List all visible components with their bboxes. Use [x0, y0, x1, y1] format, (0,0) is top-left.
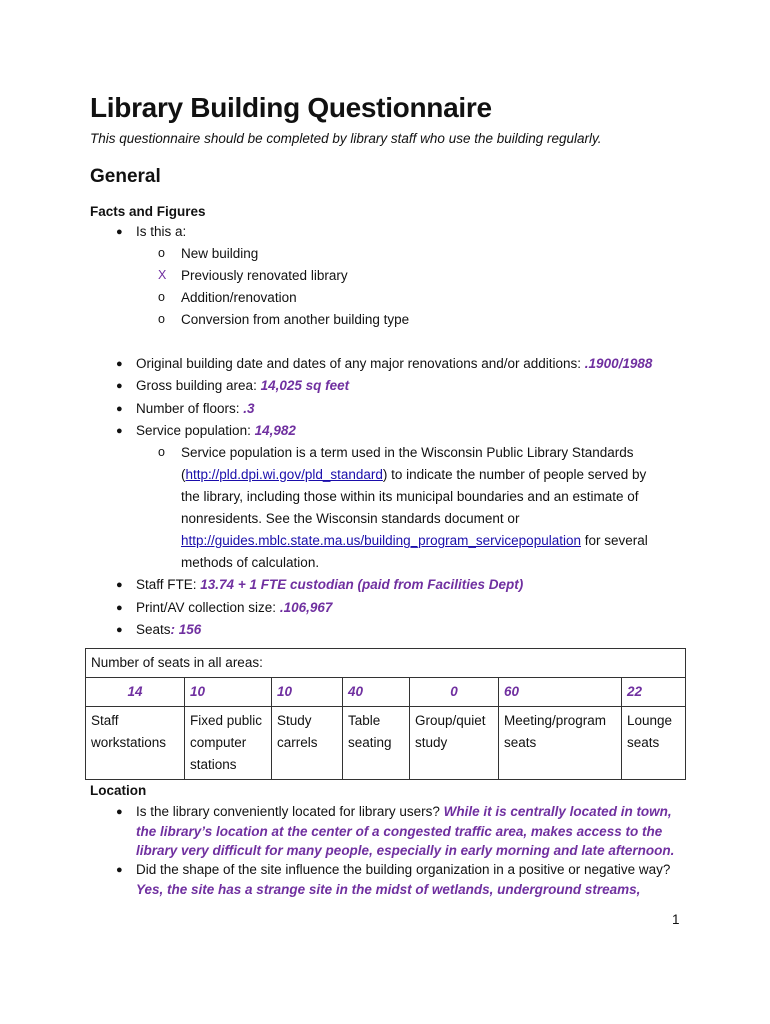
option-new-building: New building	[181, 246, 259, 261]
seats-item	[136, 622, 201, 637]
bullet-icon: ●	[116, 425, 123, 437]
seat-label-group-study	[410, 707, 499, 780]
gross-area-label: Gross building area:	[136, 378, 261, 393]
seat-label-line: Fixed public	[190, 713, 263, 728]
gross-area-answer: 14,025 sq feet	[260, 378, 350, 393]
service-pop-item	[136, 423, 296, 438]
seat-count-computers: 10	[185, 678, 272, 707]
seat-label-line: carrels	[277, 735, 318, 750]
collection-label: Print/AV collection size:	[136, 600, 280, 615]
seat-label-line: Meeting/program	[504, 713, 607, 728]
bullet-icon: ●	[116, 579, 123, 591]
section-heading-general: General	[90, 166, 161, 187]
mblc-guide-link[interactable]: http://guides.mblc.state.ma.us/building_program_servicepopulation	[181, 533, 581, 548]
option-marker: o	[158, 290, 165, 304]
bullet-icon: ●	[116, 380, 123, 392]
floors-item	[136, 401, 255, 416]
seat-label-carrels	[272, 707, 343, 780]
service-note-line1: Service population is a term used in the Wisconsin Public Library Standards	[181, 445, 634, 460]
location-q1-question: Is the library conveniently located for library users?	[136, 804, 444, 819]
seat-count-lounge: 22	[622, 678, 686, 707]
seats-label: Seats	[136, 622, 171, 637]
seat-count-carrels: 10	[272, 678, 343, 707]
table-header-row	[86, 649, 686, 678]
service-note-line6: methods of calculation.	[181, 555, 320, 570]
is-this-a-label: Is this a:	[136, 224, 187, 239]
table-values-row	[86, 678, 686, 707]
seat-label-line: seats	[627, 735, 660, 750]
seat-label-staff	[86, 707, 185, 780]
option-previously-renovated: Previously renovated library	[181, 268, 348, 283]
gross-area-item	[136, 378, 349, 393]
seat-label-computers	[185, 707, 272, 780]
option-marker-checked: X	[158, 268, 167, 282]
location-q2-answer: Yes, the site has a strange site in the midst of wetlands, underground streams,	[136, 881, 641, 897]
seat-label-line: workstations	[91, 735, 167, 750]
bullet-icon: ●	[116, 602, 123, 614]
seat-label-lounge	[622, 707, 686, 780]
service-note-line5-text: for several	[580, 533, 648, 548]
bullet-icon: ●	[116, 403, 123, 415]
seat-count-group-study: 0	[410, 678, 499, 707]
seat-label-line: Table	[348, 713, 381, 728]
subheading-location: Location	[90, 783, 147, 798]
staff-fte-item	[136, 577, 523, 592]
seat-label-line: Staff	[91, 713, 119, 728]
location-q2-question: Did the shape of the site influence the building organization in a positive or negative way?	[136, 862, 671, 877]
staff-fte-answer: 13.74 + 1 FTE custodian (paid from Facilities Dept)	[200, 577, 524, 592]
service-note-line2-text: ) to indicate the number of people served by	[382, 467, 647, 482]
location-q1	[136, 802, 686, 861]
sub-bullet-icon: o	[158, 445, 165, 459]
seat-label-line: stations	[190, 757, 237, 772]
pld-standard-link[interactable]: http://pld.dpi.wi.gov/pld_standard	[185, 467, 383, 482]
bullet-icon: ●	[116, 624, 123, 636]
seat-label-line: study	[415, 735, 448, 750]
table-labels-row	[86, 707, 686, 780]
service-pop-label: Service population:	[136, 423, 255, 438]
seat-label-line: seats	[504, 735, 537, 750]
seat-label-line: seating	[348, 735, 392, 750]
option-marker: o	[158, 246, 165, 260]
service-note-line3: the library, including those within its municipal boundaries and an estimate of	[181, 489, 639, 504]
seats-answer: : 156	[170, 622, 202, 637]
service-pop-answer: 14,982	[254, 423, 296, 438]
page-subtitle: This questionnaire should be completed by library staff who use the building regularly.	[90, 131, 602, 146]
collection-item	[136, 600, 332, 615]
original-date-item	[136, 356, 652, 371]
bullet-icon: ●	[116, 864, 123, 876]
seat-count-staff: 14	[86, 678, 185, 707]
seat-label-line: Lounge	[627, 713, 673, 728]
bullet-icon: ●	[116, 358, 123, 370]
seat-count-meeting: 60	[499, 678, 622, 707]
service-note-line4: nonresidents. See the Wisconsin standards document or	[181, 511, 520, 526]
seat-label-tables	[343, 707, 410, 780]
bullet-icon: ●	[116, 226, 123, 238]
option-marker: o	[158, 312, 165, 326]
staff-fte-label: Staff FTE:	[136, 577, 201, 592]
service-note-line2: (http://pld.dpi.wi.gov/pld_standard) to indicate the number of people served by	[181, 467, 647, 482]
seat-label-meeting	[499, 707, 622, 780]
collection-answer: .106,967	[279, 600, 333, 615]
seat-count-tables: 40	[343, 678, 410, 707]
page-number: 1	[672, 912, 680, 927]
subheading-facts: Facts and Figures	[90, 204, 206, 219]
table-header-cell: Number of seats in all areas:	[86, 649, 686, 678]
floors-label: Number of floors:	[136, 401, 244, 416]
floors-answer: .3	[243, 401, 255, 416]
location-q2	[136, 860, 686, 899]
service-note-line5	[181, 533, 648, 548]
original-date-answer: .1900/1988	[584, 356, 653, 371]
option-conversion: Conversion from another building type	[181, 312, 410, 327]
location-q1-answer: While it is centrally located in town, the library’s location at the center of a congested traffic area, makes access to the library very difficult for many people, especially in early morning and late afternoon.	[136, 804, 675, 858]
original-date-label: Original building date and dates of any major renovations and/or additions:	[136, 356, 585, 371]
page-title: Library Building Questionnaire	[90, 92, 492, 123]
seat-label-line: computer	[190, 735, 247, 750]
option-addition-renovation: Addition/renovation	[181, 290, 297, 305]
seats-table	[85, 648, 686, 780]
bullet-icon: ●	[116, 806, 123, 818]
seat-label-line: Group/quiet	[415, 713, 486, 728]
seat-label-line: Study	[277, 713, 312, 728]
